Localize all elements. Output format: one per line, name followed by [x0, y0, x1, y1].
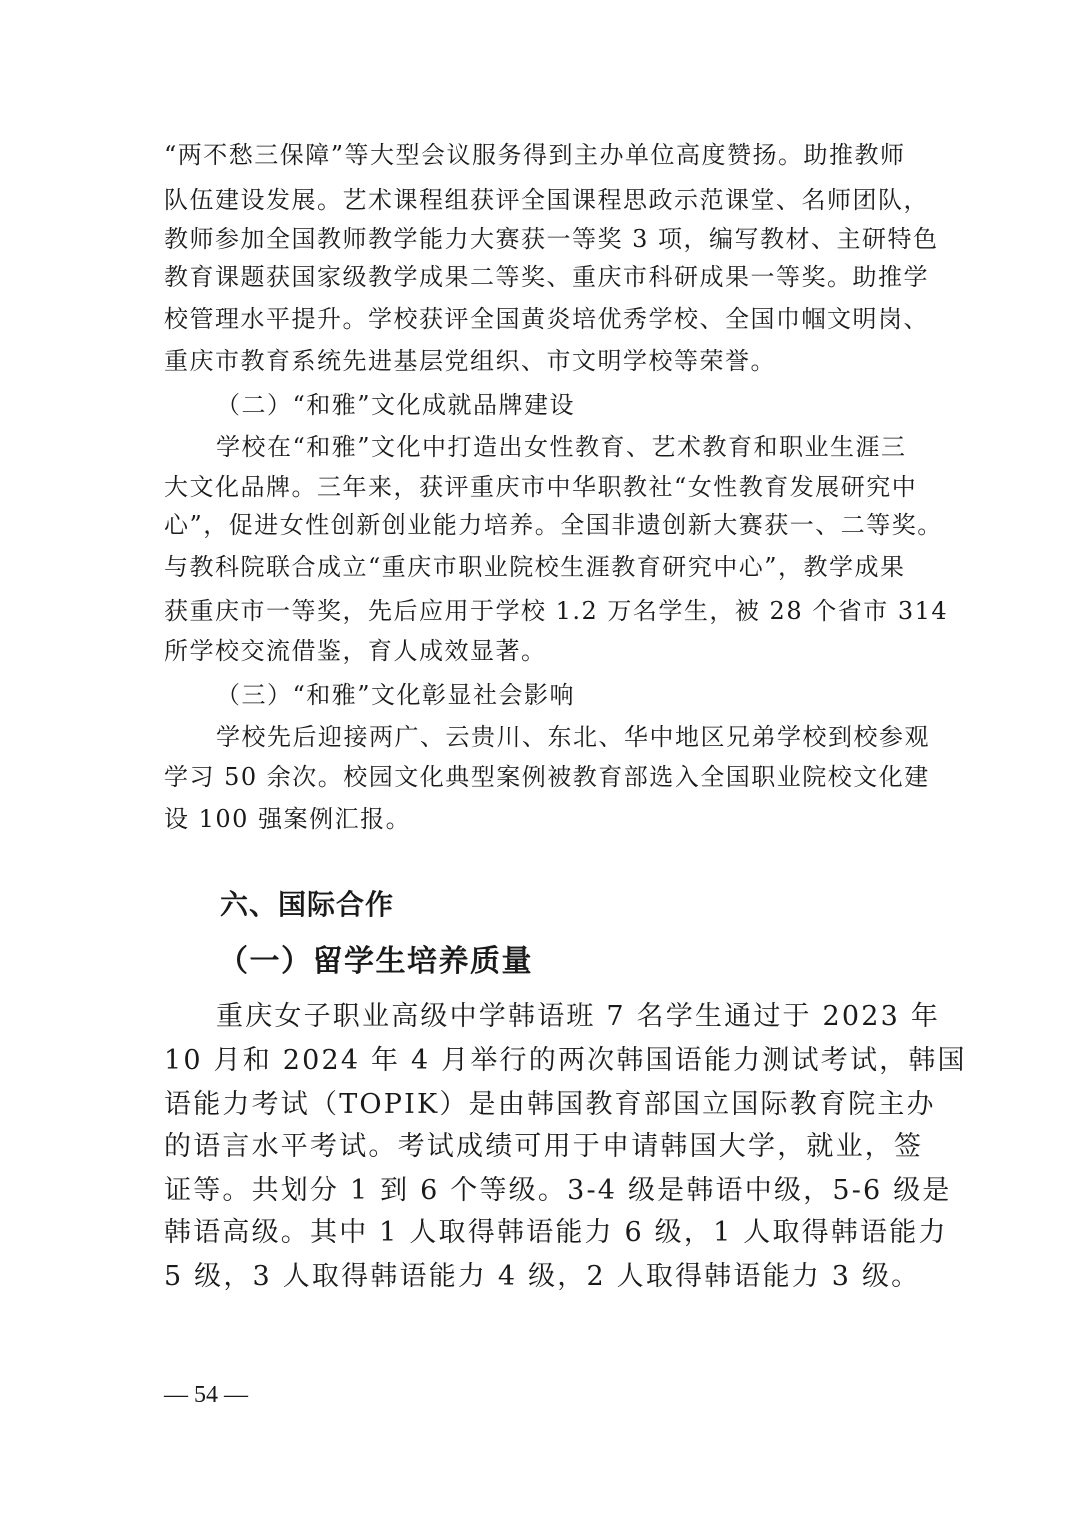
text-line: 学习 50 余次。校园文化典型案例被教育部选入全国职业院校文化建: [164, 763, 930, 791]
text-line: 10 月和 2024 年 4 月举行的两次韩国语能力测试考试，韩国: [164, 1045, 967, 1076]
text-line: 韩语高级。其中 1 人取得韩语能力 6 级，1 人取得韩语能力: [164, 1217, 948, 1248]
section-heading: 六、国际合作: [220, 888, 395, 921]
text-line: 心”，促进女性创新创业能力培养。全国非遗创新大赛获一、二等奖。: [164, 511, 943, 539]
subheading-two: （二）“和雅”文化成就品牌建设: [216, 391, 576, 419]
text-line: 校管理水平提升。学校获评全国黄炎培优秀学校、全国巾帼文明岗、: [164, 305, 929, 333]
text-line: 语能力考试（TOPIK）是由韩国教育部国立国际教育院主办: [164, 1089, 936, 1120]
text-line: 5 级，3 人取得韩语能力 4 级，2 人取得韩语能力 3 级。: [164, 1261, 921, 1292]
page-number: — 54 —: [164, 1382, 248, 1408]
text-line: 设 100 强案例汇报。: [164, 805, 412, 833]
text-line: 重庆市教育系统先进基层党组织、市文明学校等荣誉。: [164, 347, 776, 375]
text-line: 学校先后迎接两广、云贵川、东北、华中地区兄弟学校到校参观: [216, 723, 930, 751]
text-line: 教师参加全国教师教学能力大赛获一等奖 3 项，编写教材、主研特色: [164, 225, 939, 253]
text-line: “两不愁三保障”等大型会议服务得到主办单位高度赞扬。助推教师: [164, 141, 906, 169]
section-subheading: （一）留学生培养质量: [218, 944, 533, 979]
text-line: 所学校交流借鉴，育人成效显著。: [164, 637, 547, 665]
text-line: 大文化品牌。三年来，获评重庆市中华职教社“女性教育发展研究中: [164, 473, 918, 501]
text-line: 证等。共划分 1 到 6 个等级。3-4 级是韩语中级，5-6 级是: [164, 1175, 952, 1206]
text-line: 与教科院联合成立“重庆市职业院校生涯教育研究中心”，教学成果: [164, 553, 906, 581]
text-line: 获重庆市一等奖，先后应用于学校 1.2 万名学生，被 28 个省市 314: [164, 597, 949, 625]
subheading-three: （三）“和雅”文化彰显社会影响: [216, 681, 576, 709]
text-line: 学校在“和雅”文化中打造出女性教育、艺术教育和职业生涯三: [216, 433, 907, 461]
text-line: 队伍建设发展。艺术课程组获评全国课程思政示范课堂、名师团队，: [164, 186, 929, 214]
text-line: 重庆女子职业高级中学韩语班 7 名学生通过于 2023 年: [216, 1001, 941, 1032]
text-line: 教育课题获国家级教学成果二等奖、重庆市科研成果一等奖。助推学: [164, 263, 929, 291]
text-line: 的语言水平考试。考试成绩可用于申请韩国大学，就业，签: [164, 1131, 924, 1162]
